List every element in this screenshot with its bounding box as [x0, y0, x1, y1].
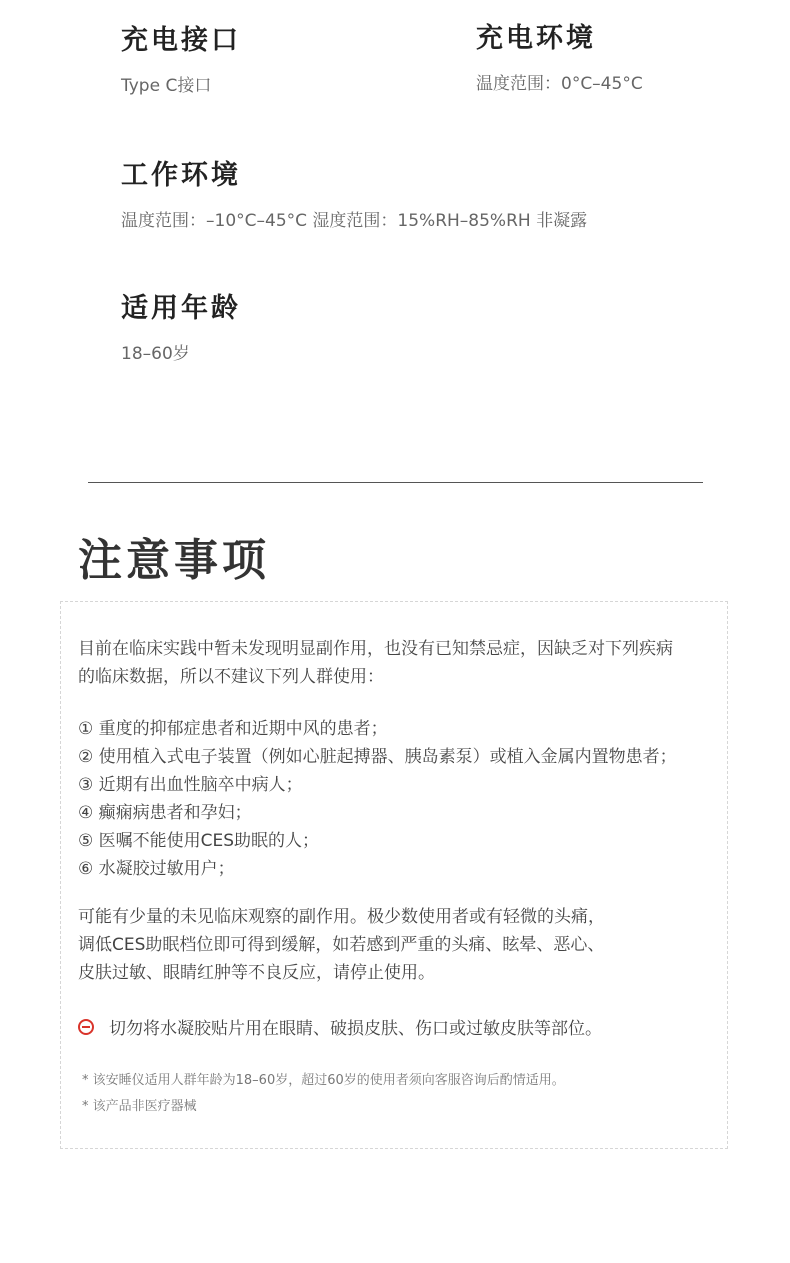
- spec-applicable-age: [121, 286, 241, 364]
- spec-title: 充电环境: [476, 23, 596, 54]
- list-item: ④ 癫痫病患者和孕妇；: [78, 803, 252, 823]
- contraindication-list: [78, 715, 677, 883]
- warning-row: [78, 1014, 602, 1039]
- side-effects-line: 可能有少量的未见临床观察的副作用。极少数使用者或有轻微的头痛，: [78, 907, 605, 927]
- side-effects-line: 皮肤过敏、眼睛红肿等不良反应，请停止使用。: [78, 963, 435, 983]
- spec-charging-environment: [476, 16, 643, 94]
- list-item: ⑤ 医嘱不能使用CES助眠的人；: [78, 831, 320, 851]
- notice-intro: [78, 635, 673, 691]
- spec-title: 工作环境: [121, 160, 241, 191]
- spec-working-environment: [121, 153, 587, 231]
- spec-value: 温度范围：0°C–45°C: [476, 74, 643, 94]
- spec-value: 温度范围：–10°C–45°C 湿度范围：15%RH–85%RH 非凝露: [121, 211, 588, 231]
- notice-intro-line: 目前在临床实践中暂未发现明显副作用，也没有已知禁忌症，因缺乏对下列疾病: [78, 639, 673, 659]
- notice-intro-line: 的临床数据，所以不建议下列人群使用：: [78, 667, 384, 687]
- spec-value: Type C接口: [121, 76, 212, 96]
- warning-text: 切勿将水凝胶贴片用在眼睛、破损皮肤、伤口或过敏皮肤等部位。: [109, 1019, 602, 1039]
- footnote: * 该产品非医疗器械: [82, 1099, 197, 1114]
- list-item: ⑥ 水凝胶过敏用户；: [78, 859, 235, 879]
- list-item: ③ 近期有出血性脑卒中病人；: [78, 775, 303, 795]
- list-item: ② 使用植入式电子装置（例如心脏起搏器、胰岛素泵）或植入金属内置物患者；: [78, 747, 677, 767]
- spec-title: 充电接口: [121, 25, 241, 56]
- spec-charging-port: [121, 18, 241, 96]
- no-entry-icon: [78, 1019, 94, 1035]
- side-effects-paragraph: [78, 903, 605, 987]
- side-effects-line: 调低CES助眠档位即可得到缓解，如若感到严重的头痛、眩晕、恶心、: [78, 935, 605, 955]
- footnote: * 该安睡仪适用人群年龄为18–60岁，超过60岁的使用者须向客服咨询后酌情适用。: [82, 1073, 565, 1088]
- section-divider: [88, 482, 703, 483]
- notice-title: 注意事项: [78, 535, 270, 586]
- spec-title: 适用年龄: [121, 293, 241, 324]
- spec-value: 18–60岁: [121, 344, 190, 364]
- footnotes: [82, 1068, 565, 1120]
- list-item: ① 重度的抑郁症患者和近期中风的患者；: [78, 719, 388, 739]
